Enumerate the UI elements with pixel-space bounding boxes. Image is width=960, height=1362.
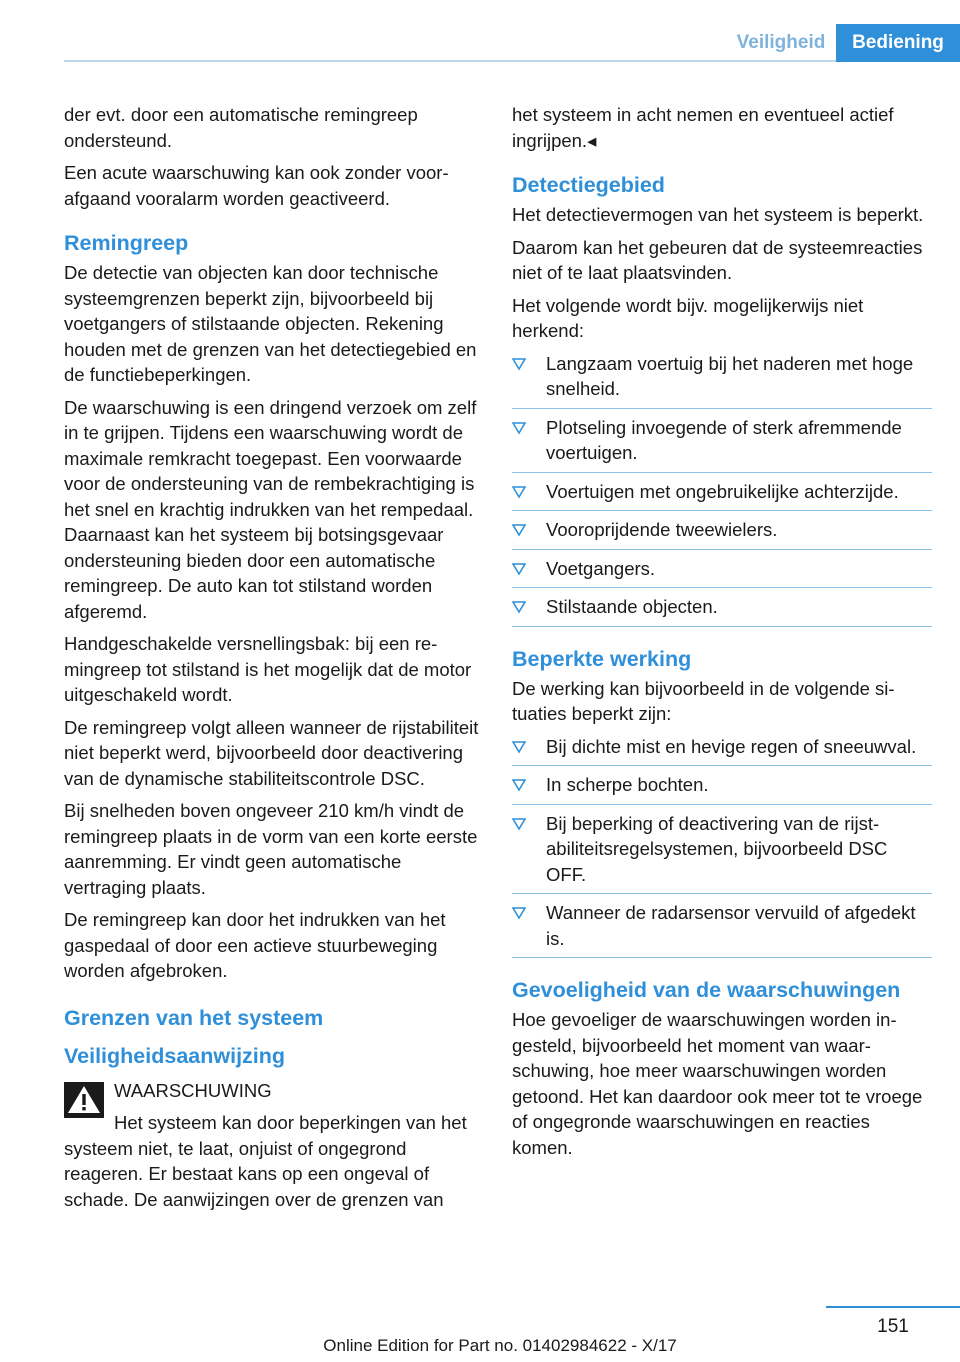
triangle-bullet-icon bbox=[512, 421, 526, 435]
paragraph: De werking kan bijvoorbeeld in de volgende situaties beperkt zijn: bbox=[512, 677, 895, 724]
warning-text: Het systeem kan door beperkingen van het systeem niet, te laat, onjuist of ongegrond reageren. Er bestaat kans op een ongeval of schade. De aanwijzingen over de grenzen van bbox=[64, 1112, 467, 1210]
list-item: Plotseling invoegende of sterk afremmende voertuigen. bbox=[512, 415, 932, 473]
heading-gevoeligheid: Gevoeligheid van de waarschuwingen bbox=[512, 978, 901, 1002]
paragraph: Het volgende wordt bijv. mogelijkerwijs niet herkend: bbox=[512, 294, 864, 341]
heading-beperkte-werking: Beperkte werking bbox=[512, 646, 692, 671]
paragraph: Handgeschakelde versnellingsbak: bij een remingreep tot stilstand is het mogelijk dat de motor uitgeschakeld wordt. bbox=[64, 633, 472, 705]
header-tabs bbox=[726, 24, 960, 62]
tab-chapter[interactable]: Bediening bbox=[836, 24, 960, 62]
limitation-list bbox=[512, 734, 932, 959]
paragraph: Daarom kan het gebeuren dat de systeemreacties niet of te laat plaatsvinden. bbox=[512, 236, 923, 283]
list-item: Vooroprijdende tweewielers. bbox=[512, 517, 932, 550]
heading-veiligheidsaanwijzing: Veiligheidsaanwijzing bbox=[64, 1043, 286, 1068]
list-item: Stilstaande objecten. bbox=[512, 594, 932, 627]
warning-icon bbox=[64, 1082, 104, 1118]
paragraph: De remingreep kan door het indrukken van het gaspedaal of door een actieve stuurbeweging worden afgebroken. bbox=[64, 909, 446, 981]
list-item: Bij beperking of deactivering van de rijstabiliteitsregelsystemen, bijvoorbeeld DSC OFF. bbox=[512, 811, 932, 895]
triangle-bullet-icon bbox=[512, 562, 526, 576]
left-column bbox=[64, 102, 482, 1212]
tab-section[interactable]: Veiligheid bbox=[736, 32, 826, 53]
list-item: Wanneer de radarsensor vervuild of afgedekt is. bbox=[512, 900, 932, 958]
triangle-bullet-icon bbox=[512, 357, 526, 371]
list-item: In scherpe bochten. bbox=[512, 772, 932, 805]
triangle-bullet-icon bbox=[512, 778, 526, 792]
paragraph: Een acute waarschuwing kan ook zonder voorafgaand vooralarm worden geactiveerd. bbox=[64, 162, 449, 209]
paragraph: der evt. door een automatische remingreep ondersteund. bbox=[64, 104, 418, 151]
triangle-bullet-icon bbox=[512, 485, 526, 499]
paragraph: De detectie van objecten kan door technische systeemgrenzen beperkt zijn, bijvoorbeeld bij voetgangers of stilstaande objecten. Rekening houden met de grenzen van het detectiegebied en de functiebeperkingen. bbox=[64, 262, 477, 385]
paragraph: Hoe gevoeliger de waarschuwingen worden ingesteld, bijvoorbeeld het moment van waarschuwing, hoe meer waarschuwingen worden getoond. Het kan daardoor ook meer tot te vroege of ongegronde waarschuwingen en reacties komen. bbox=[512, 1009, 923, 1158]
paragraph: het systeem in acht nemen en eventueel actief ingrijpen.◂ bbox=[512, 104, 894, 151]
right-column bbox=[512, 102, 932, 1167]
list-item: Voertuigen met ongebruikelijke achterzijde. bbox=[512, 479, 932, 512]
triangle-bullet-icon bbox=[512, 523, 526, 537]
triangle-bullet-icon bbox=[512, 600, 526, 614]
edition-footer: Online Edition for Part no. 01402984622 - X/17 bbox=[323, 1336, 677, 1355]
paragraph: De remingreep volgt alleen wanneer de rijstabiliteit niet beperkt werd, bijvoorbeeld door deactivering van de dynamische stabiliteitscontrole DSC. bbox=[64, 716, 479, 789]
list-item: Langzaam voertuig bij het naderen met hoge snelheid. bbox=[512, 351, 932, 409]
page-number: 151 bbox=[877, 1316, 909, 1337]
heading-grenzen: Grenzen van het systeem bbox=[64, 1005, 324, 1030]
warning-block bbox=[64, 1078, 482, 1213]
paragraph: Het detectievermogen van het systeem is beperkt. bbox=[512, 204, 924, 225]
triangle-bullet-icon bbox=[512, 740, 526, 754]
heading-detectiegebied: Detectiegebied bbox=[512, 173, 665, 197]
triangle-bullet-icon bbox=[512, 817, 526, 831]
list-item: Bij dichte mist en hevige regen of sneeuwval. bbox=[512, 734, 932, 767]
paragraph: Bij snelheden boven ongeveer 210 km/h vindt de remingreep plaats in de vorm van een korte eerste aanremming. Er vindt geen automatische vertraging plaats. bbox=[64, 800, 478, 898]
warning-title: WAARSCHUWING bbox=[114, 1079, 272, 1101]
triangle-bullet-icon bbox=[512, 906, 526, 920]
list-item: Voetgangers. bbox=[512, 556, 932, 589]
detection-list bbox=[512, 351, 932, 627]
heading-remingreep: Remingreep bbox=[64, 231, 189, 255]
footer-rule bbox=[826, 1306, 960, 1308]
paragraph: De waarschuwing is een dringend verzoek om zelf in te grijpen. Tijdens een waarschuwing wordt de maximale remkracht toegepast. Een voorwaarde voor de ondersteuning van de rembekrachtiging is het snel en krachtig indrukken van het rempedaal. Daarnaast kan het systeem bij botsingsgevaar ondersteuning bieden door een automatische remingreep. De auto kan tot stilstand worden afgeremd. bbox=[64, 396, 477, 622]
